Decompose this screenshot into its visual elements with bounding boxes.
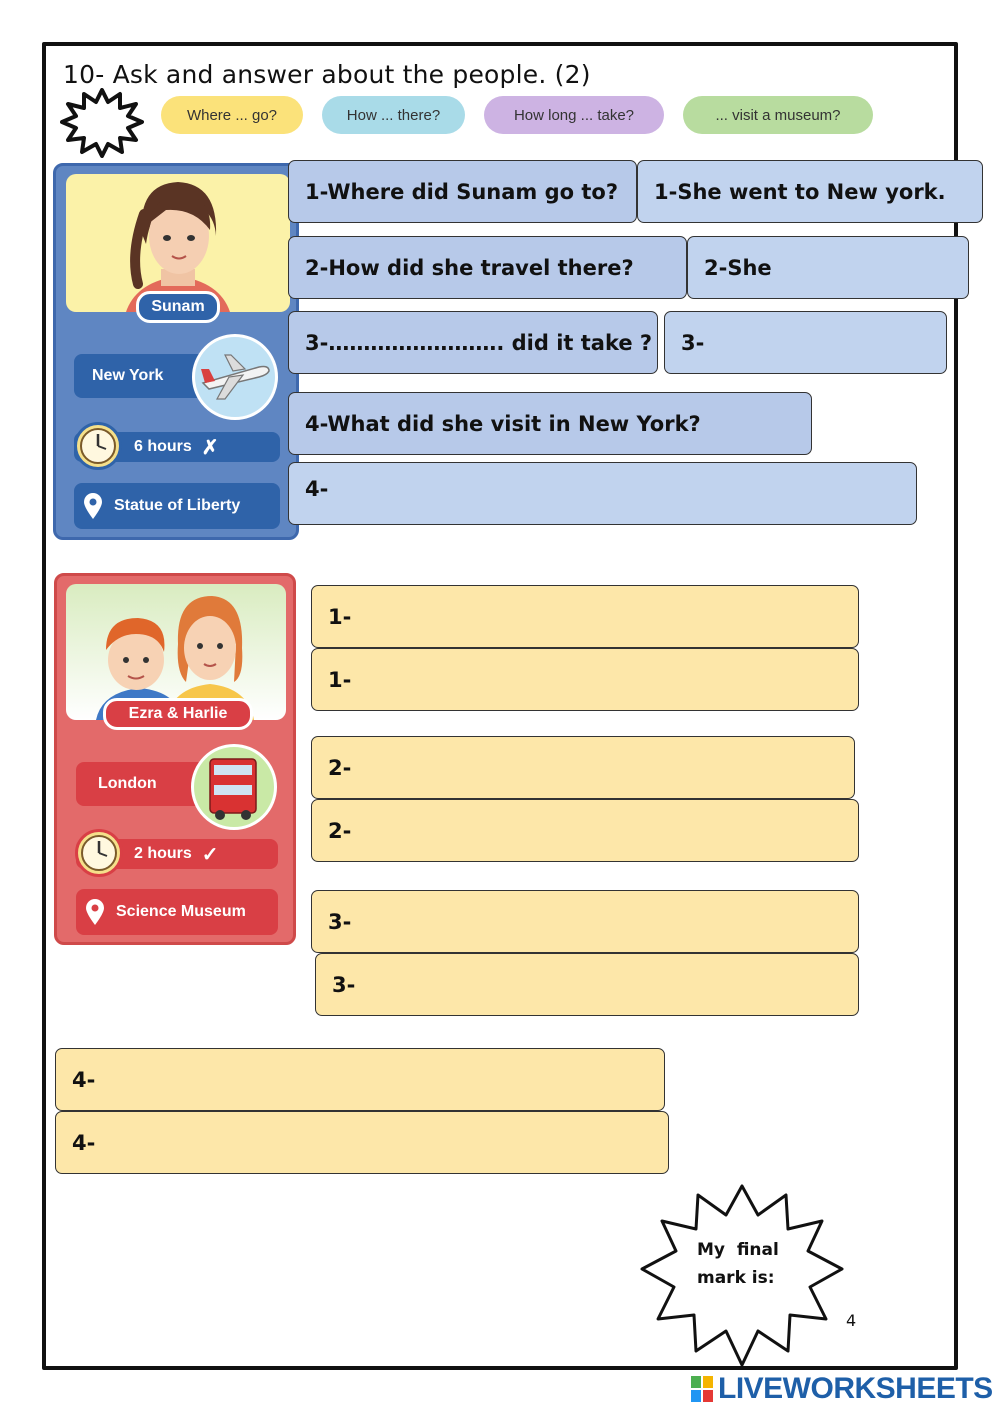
sunam-question-1: 1-Where did Sunam go to? [288,160,637,223]
prompt-visit-museum: ... visit a museum? [683,96,873,134]
prompt-how-long: How long ... take? [484,96,664,134]
liveworksheets-logo [690,1372,993,1406]
starburst-icon [60,88,144,158]
ezra-question-3[interactable]: 3- [311,890,859,953]
clock-icon [74,422,122,470]
ezra-question-2[interactable]: 2- [311,736,855,799]
ezra-answer-4[interactable]: 4- [55,1111,669,1174]
final-mark-line-2: mark is: [697,1268,775,1288]
sunam-question-2: 2-How did she travel there? [288,236,687,299]
ezra-destination-label: London [98,775,157,792]
sunam-answer-3[interactable]: 3- [664,311,947,374]
ezra-museum [76,889,278,935]
location-pin-icon [82,492,104,524]
airplane-icon [192,334,278,420]
sunam-question-4: 4-What did she visit in New York? [288,392,812,455]
ezra-duration-label: 2 hours [134,845,192,862]
ezra-harlie-card [54,573,296,945]
cross-icon: ✗ [201,436,219,459]
clock-icon [75,829,123,877]
liveworksheets-logo-icon [690,1374,714,1404]
location-pin-icon [84,898,106,930]
ezra-answer-3[interactable]: 3- [315,953,859,1016]
sunam-question-3[interactable]: 3-……………………. did it take ? [288,311,658,374]
brand-text: LIVEWORKSHEETS [718,1372,993,1405]
sunam-answer-2[interactable]: 2-She [687,236,969,299]
prompt-how-there: How ... there? [322,96,465,134]
sunam-destination-label: New York [92,367,164,384]
final-mark-line-1: My final [697,1240,779,1260]
ezra-museum-label: Science Museum [116,903,246,920]
sunam-answer-1[interactable]: 1-She went to New york. [637,160,983,223]
ezra-harlie-name-badge: Ezra & Harlie [103,698,253,730]
page-number: 4 [846,1311,857,1330]
ezra-answer-2[interactable]: 2- [311,799,859,862]
sunam-name-badge: Sunam [136,291,220,323]
prompt-where-go: Where ... go? [161,96,303,134]
sunam-answer-4[interactable]: 4- [288,462,917,525]
sunam-museum-label: Statue of Liberty [114,497,241,514]
final-mark-label [697,1236,779,1292]
ezra-question-4[interactable]: 4- [55,1048,665,1111]
sunam-museum [74,483,280,529]
sunam-duration-label: 6 hours [134,438,192,455]
ezra-answer-1[interactable]: 1- [311,648,859,711]
exercise-title: 10- Ask and answer about the people. (2) [63,60,591,89]
bus-icon [191,744,277,830]
ezra-question-1[interactable]: 1- [311,585,859,648]
check-icon: ✓ [201,843,219,866]
sunam-card [53,163,299,540]
